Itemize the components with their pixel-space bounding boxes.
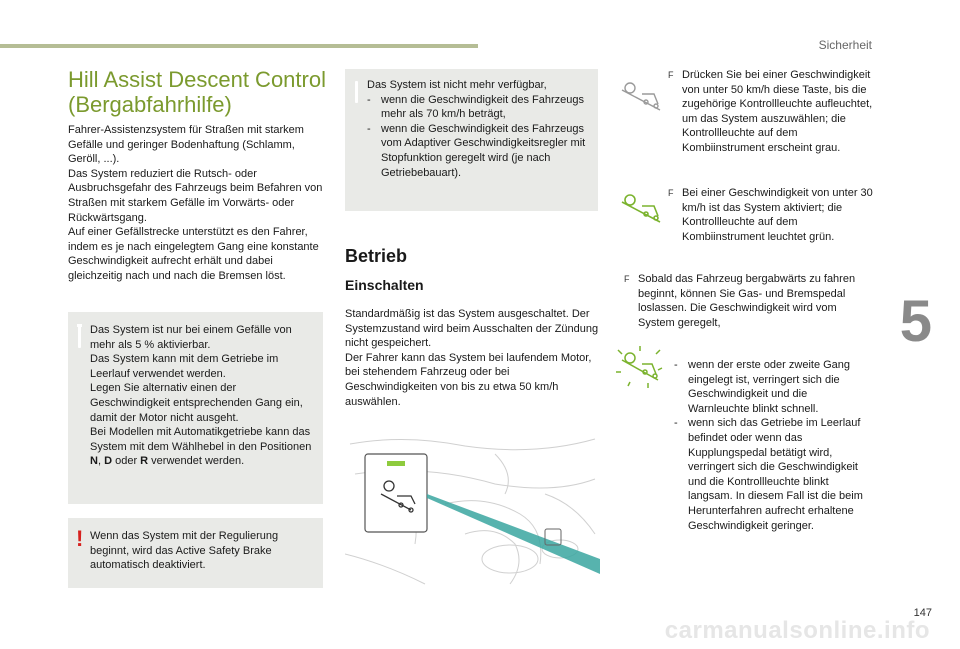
page-title: Hill Assist Descent Control (Bergabfahrhilfe) <box>68 67 326 117</box>
hill-descent-blinking-icon <box>614 344 666 390</box>
list-item-text: wenn die Geschwindigkeit des Fahrzeugs vom Adaptiver Geschwindigkeitsregler mit Stopfunktion geregelt wird (je nach Getriebebauart). <box>381 122 586 179</box>
dash: - <box>367 93 371 106</box>
list-item-text: wenn die Geschwindigkeit des Fahrzeugs mehr als 70 km/h beträgt, <box>381 93 585 121</box>
info-box-text <box>90 323 318 469</box>
paragraph: Der Fahrer kann das System bei laufendem Motor, bei stehendem Fahrzeug oder bei Geschwindigkeiten von bis zu etwa 50 km/h auswählen. <box>345 351 592 408</box>
list-item <box>674 416 870 533</box>
footer-watermark: carmanualsonline.info <box>664 617 930 644</box>
availability-text <box>367 78 595 180</box>
separator: , <box>97 455 105 468</box>
step-text: Sobald das Fahrzeug bergabwärts zu fahren beginnt, können Sie Gas- und Bremspedal loslassen. Die Geschwindigkeit wird vom System geregelt, <box>638 273 856 329</box>
list-item <box>367 93 595 122</box>
list-item-text: wenn sich das Getriebe im Leerlauf befindet oder wenn das Kupplungspedal betätigt wird, verringert sich die Geschwindigkeit und die Kontrollleuchte blinkt langsam. In diesem Fall ist die beim Herunterfahren aufrecht erhaltene Geschwindigkeit geringer. <box>688 417 863 532</box>
paragraph: Standardmäßig ist das System ausgeschaltet. Der Systemzustand wird beim Ausschalten der Zündung nicht gespeichert. <box>345 308 599 350</box>
dash: - <box>674 359 678 371</box>
warning-text: Wenn das System mit der Regulierung beginnt, wird das Active Safety Brake automatisch deaktiviert. <box>90 530 279 572</box>
intro-text <box>68 123 324 284</box>
blink-icon-svg <box>614 344 666 390</box>
intro-paragraph: Auf einer Gefällstrecke unterstützt es den Fahrer, indem es je nach eingelegtem Gang eine konstante Geschwindigkeit aufrecht erhält und dabei gleichzeitig nach und nach die Bremsen löst. <box>68 226 319 282</box>
page-number: 147 <box>913 607 932 619</box>
header-bar <box>0 44 478 48</box>
position-r: R <box>140 455 149 468</box>
info-line: Legen Sie alternativ einen der Geschwindigkeit entsprechenden Gang ein, damit der Motor nicht ausgeht. <box>90 382 303 424</box>
position-d: D <box>104 455 113 468</box>
pointer-line <box>427 494 600 574</box>
info-icon <box>78 326 81 348</box>
indicator-led <box>387 461 405 466</box>
dash: - <box>674 417 678 430</box>
step-text: Bei einer Geschwindigkeit von unter 30 km/h ist das System aktiviert; die Kontrollleuchte auf dem Kombiinstrument leuchtet grün. <box>682 187 873 243</box>
separator: oder <box>112 455 141 468</box>
availability-intro: Das System ist nicht mehr verfügbar, <box>367 79 547 91</box>
info-line: Das System ist nur bei einem Gefälle von mehr als 5 % aktivierbar. <box>90 324 292 351</box>
list-item <box>367 122 595 180</box>
dash: - <box>367 122 371 135</box>
step-1 <box>668 68 873 156</box>
info-icon <box>355 81 358 103</box>
green-icon-svg <box>616 192 666 226</box>
step-2 <box>668 186 873 244</box>
step-bullet: F <box>668 70 674 80</box>
step-bullet: F <box>624 274 630 284</box>
positions-suffix: verwendet werden. <box>148 455 245 468</box>
info-box-availability <box>345 69 598 211</box>
position-n: N <box>90 455 98 468</box>
list-item <box>674 358 870 416</box>
grey-icon-svg <box>616 80 666 114</box>
console-drawing <box>345 434 600 590</box>
intro-paragraph: Fahrer-Assistenzsystem für Straßen mit starkem Gefälle und geringer Bodenhaftung (Schlamm, Geröll, ...). <box>68 124 304 166</box>
step-bullet: F <box>668 188 674 198</box>
info-line: Das System kann mit dem Getriebe im Leerlauf verwendet werden. <box>90 353 279 380</box>
chapter-number: 5 <box>899 289 932 354</box>
hill-descent-grey-icon <box>616 80 666 114</box>
info-box <box>68 312 323 504</box>
warning-box <box>68 518 323 588</box>
step-3 <box>624 272 874 330</box>
subsection-heading: Einschalten <box>345 277 424 293</box>
list-item-text: wenn der erste oder zweite Gang eingelegt ist, verringert sich die Geschwindigkeit und die Warnleuchte blinkt schnell. <box>688 359 851 415</box>
info-line-positions <box>90 425 318 469</box>
step-3-sublist <box>674 358 870 533</box>
hill-descent-green-icon <box>616 192 666 226</box>
step-text: Drücken Sie bei einer Geschwindigkeit von unter 50 km/h diese Taste, bis die zugehörige Kontrollleuchte aufleuchtet, um das System auszuwählen; die Kontrollleuchte auf dem Kombiinstrument erscheint grau. <box>682 69 873 154</box>
einschalten-text <box>345 307 603 409</box>
positions-prefix: Bei Modellen mit Automatikgetriebe kann das System mit dem Wählhebel in den Positionen <box>90 426 312 453</box>
intro-paragraph: Das System reduziert die Rutsch- oder Ausbruchsgefahr des Fahrzeugs beim Befahren von Straßen mit starkem Gefälle im Vorwärts- oder Rückwärtsgang. <box>68 167 323 224</box>
section-heading: Betrieb <box>345 246 408 266</box>
section-label: Sicherheit <box>818 38 872 52</box>
warning-icon: ! <box>76 526 84 551</box>
console-illustration <box>345 434 600 590</box>
